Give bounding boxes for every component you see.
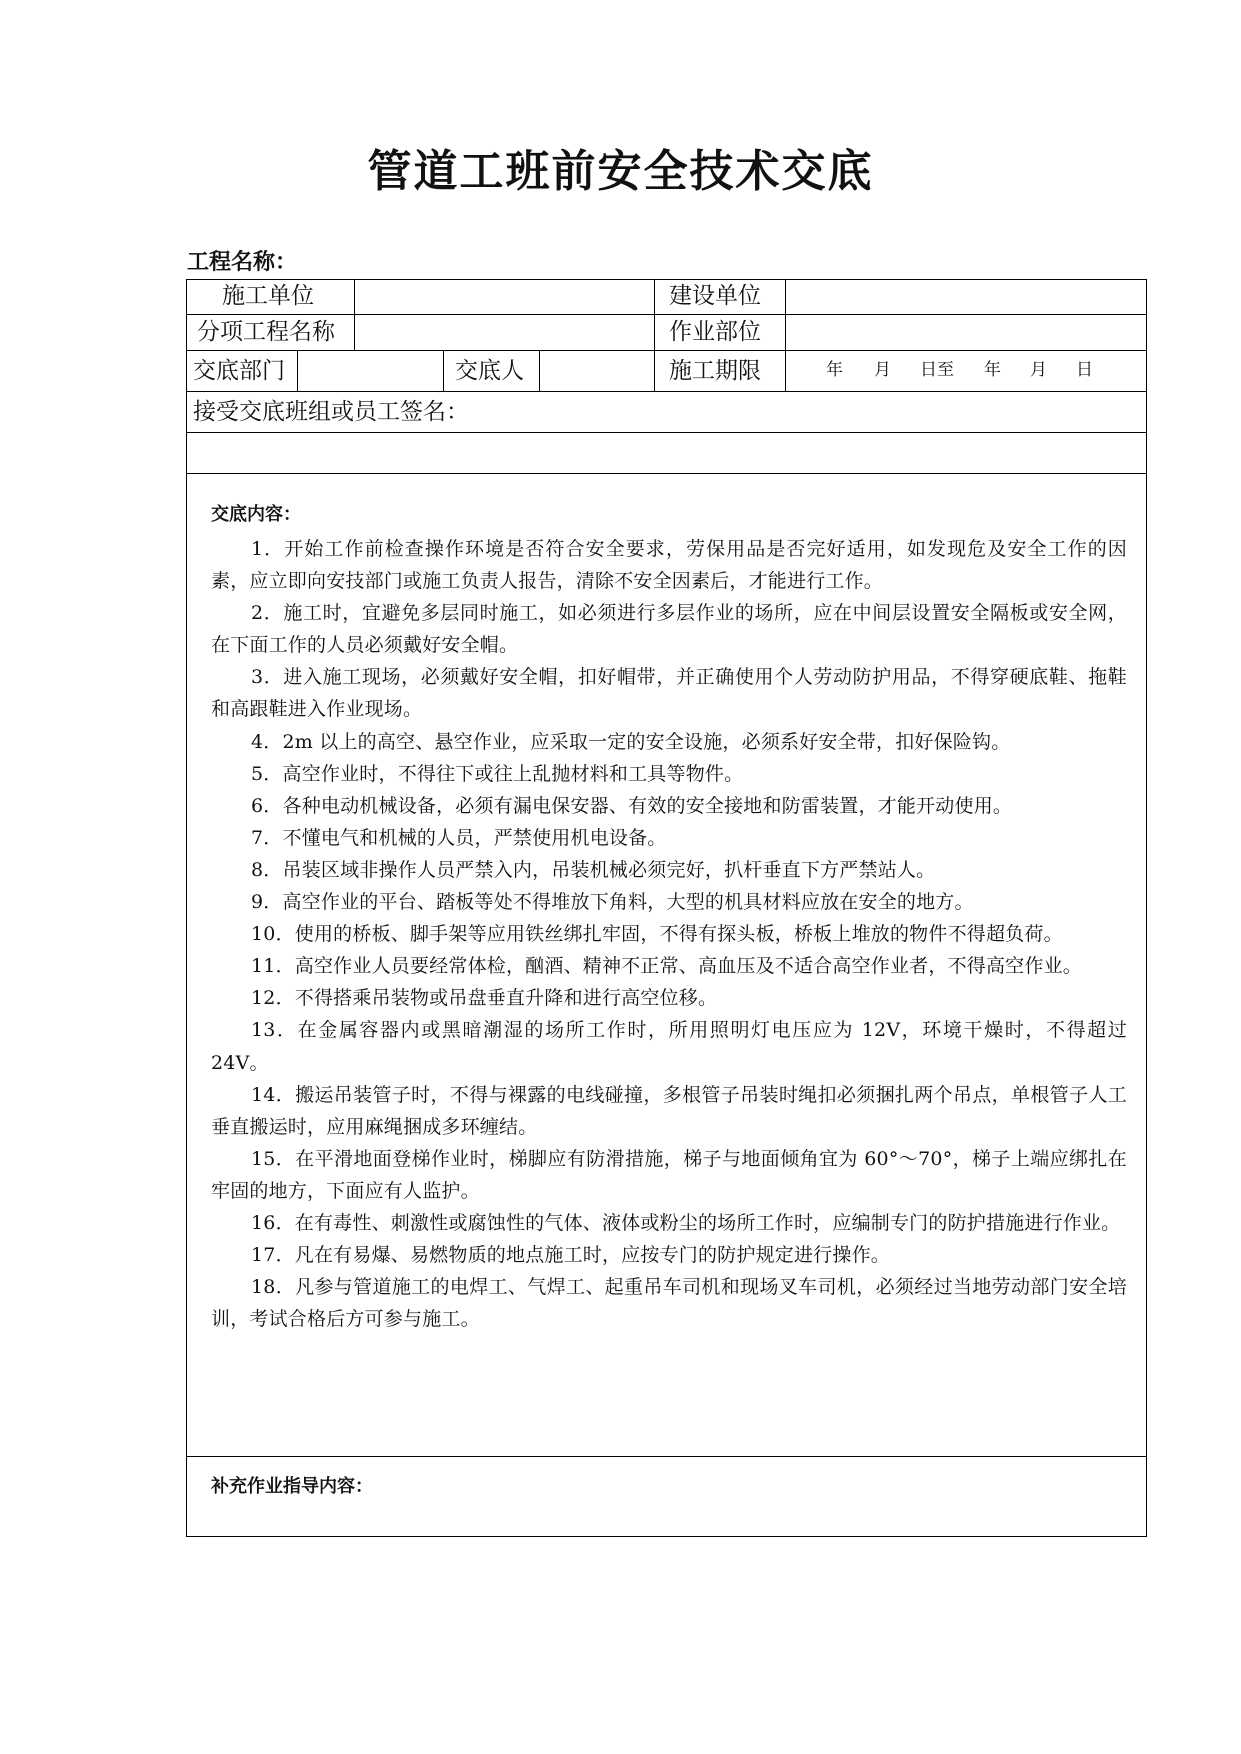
sub-project-field[interactable] — [356, 316, 652, 349]
content-item: 5．高空作业时，不得往下或往上乱抛材料和工具等物件。 — [251, 762, 744, 785]
work-location-label: 作业部位 — [669, 319, 761, 345]
construction-unit-label: 施工单位 — [222, 283, 314, 309]
row-divider — [186, 432, 1147, 433]
row-divider — [186, 1456, 1147, 1457]
period-day-end: 日 — [1076, 360, 1093, 380]
content-item: 9．高空作业的平台、踏板等处不得堆放下角料，大型的机具材料应放在安全的地方。 — [251, 891, 974, 914]
content-item: 16．在有毒性、刺激性或腐蚀性的气体、液体或粉尘的场所工作时，应编制专门的防护措施进行作业。 — [251, 1211, 1121, 1234]
content-item: 12．不得搭乘吊装物或吊盘垂直升降和进行高空位移。 — [251, 987, 718, 1010]
supplement-field[interactable] — [188, 1500, 1145, 1535]
briefing-department-field[interactable] — [299, 352, 442, 390]
period-month-start: 月 — [874, 360, 891, 380]
col-divider — [354, 279, 355, 350]
content-item: 2．施工时，宜避免多层同时施工，如必须进行多层作业的场所，应在中间层设置安全隔板或安全网，在下面工作的人员必须戴好安全帽。 — [211, 602, 1127, 657]
sub-project-label: 分项工程名称 — [197, 319, 335, 345]
briefing-content-heading: 交底内容： — [211, 504, 301, 525]
construction-period-label: 施工期限 — [669, 358, 761, 384]
signature-field[interactable] — [188, 434, 1145, 472]
content-item: 11．高空作业人员要经常体检，酗酒、精神不正常、高血压及不适合高空作业者，不得高空作业。 — [251, 955, 1082, 978]
content-item: 3．进入施工现场，必须戴好安全帽，扣好帽带，并正确使用个人劳动防护用品，不得穿硬底鞋、拖鞋和高跟鞋进入作业现场。 — [211, 666, 1127, 721]
row-divider — [186, 314, 1147, 315]
content-item: 8．吊装区域非操作人员严禁入内，吊装机械必须完好，扒杆垂直下方严禁站人。 — [251, 858, 936, 881]
construction-unit-field[interactable] — [356, 281, 652, 313]
construction-period-field[interactable] — [826, 358, 1093, 382]
row-divider — [186, 350, 1147, 351]
briefing-department-label: 交底部门 — [193, 358, 285, 384]
briefer-field[interactable] — [541, 352, 653, 390]
row-divider — [186, 391, 1147, 392]
content-item: 13．在金属容器内或黑暗潮湿的场所工作时，所用照明灯电压应为 12V，环境干燥时，不得超过 24V。 — [211, 1019, 1127, 1074]
briefer-label: 交底人 — [455, 358, 524, 384]
content-item: 10．使用的桥板、脚手架等应用铁丝绑扎牢固，不得有探头板，桥板上堆放的物件不得超负荷。 — [251, 923, 1063, 946]
col-divider — [654, 279, 655, 391]
work-location-field[interactable] — [787, 316, 1145, 349]
content-item: 18．凡参与管道施工的电焊工、气焊工、起重吊车司机和现场叉车司机，必须经过当地劳动部门安全培训，考试合格后方可参与施工。 — [211, 1276, 1127, 1331]
content-item: 1．开始工作前检查操作环境是否符合安全要求，劳保用品是否完好适用，如发现危及安全工作的因素，应立即向安技部门或施工负责人报告，清除不安全因素后，才能进行工作。 — [211, 538, 1127, 593]
content-item: 15．在平滑地面登梯作业时，梯脚应有防滑措施，梯子与地面倾角宜为 60°～70°，梯子上端应绑扎在牢固的地方，下面应有人监护。 — [211, 1147, 1127, 1202]
content-item: 4．2m 以上的高空、悬空作业，应采取一定的安全设施，必须系好安全带，扣好保险钩。 — [251, 730, 1011, 753]
supplement-heading: 补充作业指导内容： — [211, 1476, 373, 1497]
col-divider — [539, 350, 540, 391]
period-year-end: 年 — [984, 360, 1001, 380]
content-item: 7．不懂电气和机械的人员，严禁使用机电设备。 — [251, 826, 667, 849]
period-day-to: 日至 — [920, 360, 954, 380]
document-title: 管道工班前安全技术交底 — [367, 146, 874, 197]
signature-label: 接受交底班组或员工签名： — [193, 399, 469, 425]
briefing-content — [211, 533, 1127, 1335]
row-divider — [186, 473, 1147, 474]
col-divider — [785, 279, 786, 391]
content-item: 14．搬运吊装管子时，不得与裸露的电线碰撞，多根管子吊装时绳扣必须捆扎两个吊点，单根管子人工垂直搬运时，应用麻绳捆成多环缠结。 — [211, 1083, 1127, 1138]
builder-unit-label: 建设单位 — [669, 283, 761, 309]
col-divider — [297, 350, 298, 391]
content-item: 6．各种电动机械设备，必须有漏电保安器、有效的安全接地和防雷装置，才能开动使用。 — [251, 794, 1013, 817]
project-name-label: 工程名称： — [187, 250, 298, 275]
content-item: 17．凡在有易爆、易燃物质的地点施工时，应按专门的防护规定进行操作。 — [251, 1244, 890, 1267]
builder-unit-field[interactable] — [787, 281, 1145, 313]
col-divider — [443, 350, 444, 391]
period-month-end: 月 — [1030, 360, 1047, 380]
period-year-start: 年 — [826, 360, 843, 380]
